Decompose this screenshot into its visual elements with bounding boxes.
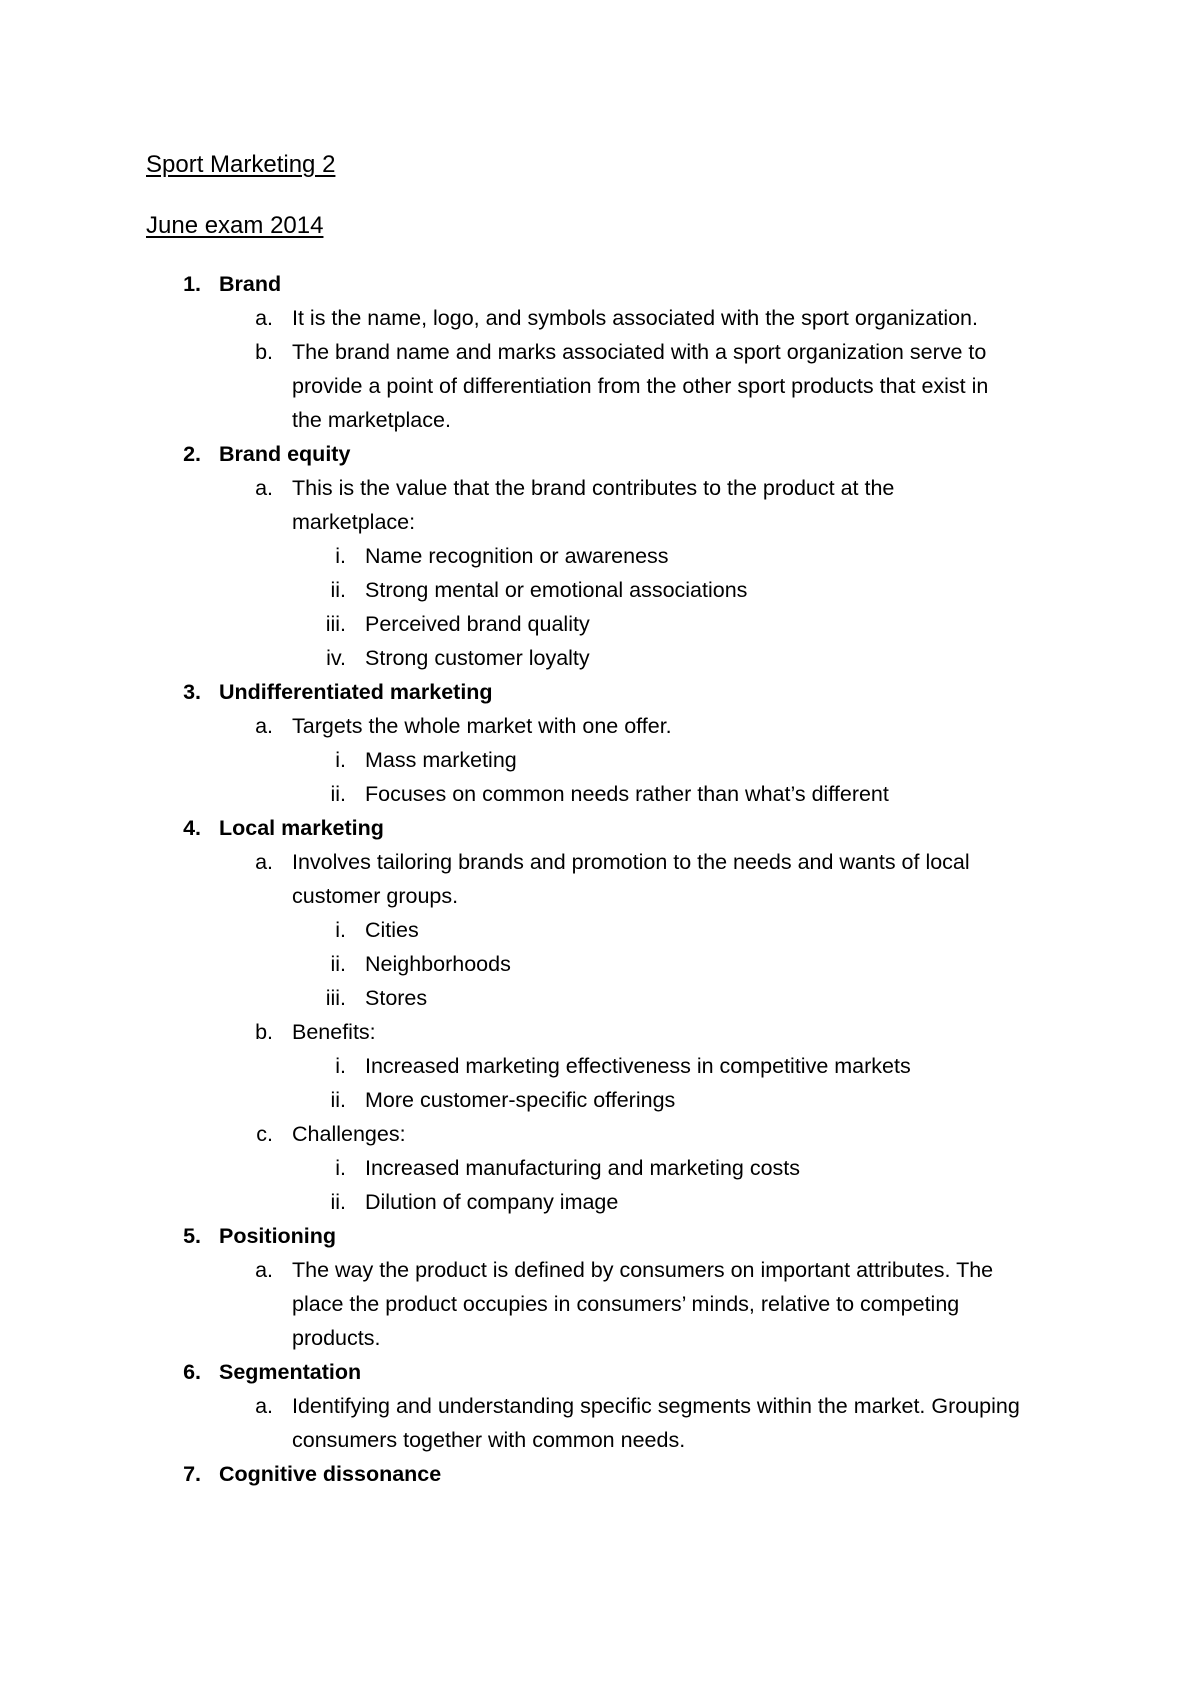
outline-item-text: Benefits:: [292, 1020, 376, 1044]
outline-item: [0, 1389, 1200, 1423]
outline-item-continuation: customer groups.: [292, 884, 459, 908]
outline-item: [0, 1321, 1200, 1355]
outline-item: [0, 1049, 1200, 1083]
outline-item-text: Strong mental or emotional associations: [365, 578, 748, 602]
outline-item-marker: 3.: [183, 680, 201, 704]
outline-item: [0, 1185, 1200, 1219]
outline-item-marker: ii.: [330, 782, 346, 806]
outline-item: [0, 1423, 1200, 1457]
outline-item: [0, 369, 1200, 403]
outline-item: [0, 301, 1200, 335]
outline-item-text: It is the name, logo, and symbols associated with the sport organization.: [292, 306, 978, 330]
outline-item-marker: a.: [255, 714, 273, 738]
outline-item-marker: 5.: [183, 1224, 201, 1248]
outline-item-text: Brand equity: [219, 442, 351, 466]
outline-item-marker: a.: [255, 306, 273, 330]
outline-item: [0, 1287, 1200, 1321]
outline-item-marker: a.: [255, 1258, 273, 1282]
outline-item-text: Undifferentiated marketing: [219, 680, 493, 704]
outline-item-text: Neighborhoods: [365, 952, 511, 976]
outline-item: [0, 675, 1200, 709]
outline-item-marker: b.: [255, 1020, 273, 1044]
outline-item-text: Strong customer loyalty: [365, 646, 590, 670]
outline-item-text: Focuses on common needs rather than what’s different: [365, 782, 889, 806]
outline-item-marker: 1.: [183, 272, 201, 296]
outline-item: [0, 1219, 1200, 1253]
outline-item-marker: ii.: [330, 952, 346, 976]
outline-item: [0, 573, 1200, 607]
outline-item-marker: iii.: [325, 986, 346, 1010]
outline-item-continuation: provide a point of differentiation from the other sport products that exist in: [292, 374, 989, 398]
outline-item-text: Targets the whole market with one offer.: [292, 714, 672, 738]
outline-item-marker: i.: [335, 1054, 346, 1078]
outline-item: [0, 335, 1200, 369]
outline-item-text: This is the value that the brand contributes to the product at the: [292, 476, 895, 500]
outline-item-text: Brand: [219, 272, 282, 296]
outline-item-marker: iv.: [326, 646, 346, 670]
outline-item: [0, 471, 1200, 505]
outline-item: [0, 539, 1200, 573]
outline-item-text: Cognitive dissonance: [219, 1462, 442, 1486]
outline-item: [0, 709, 1200, 743]
outline-item-text: Increased manufacturing and marketing costs: [365, 1156, 801, 1180]
outline-item-text: Dilution of company image: [365, 1190, 619, 1214]
outline-item-marker: b.: [255, 340, 273, 364]
document-subtitle: June exam 2014: [146, 212, 324, 239]
outline-item: [0, 947, 1200, 981]
outline-item-text: Segmentation: [219, 1360, 362, 1384]
outline-item-continuation: marketplace:: [292, 510, 416, 534]
outline-item-text: Increased marketing effectiveness in competitive markets: [365, 1054, 911, 1078]
outline-item-marker: 4.: [183, 816, 201, 840]
outline-item-text: More customer-specific offerings: [365, 1088, 676, 1112]
outline-item-marker: c.: [256, 1122, 273, 1146]
outline-item-text: Local marketing: [219, 816, 384, 840]
outline-item: [0, 1083, 1200, 1117]
outline-item-marker: ii.: [330, 1088, 346, 1112]
outline-item-marker: i.: [335, 544, 346, 568]
outline-item-text: Mass marketing: [365, 748, 517, 772]
outline-item: [0, 505, 1200, 539]
outline-item: [0, 913, 1200, 947]
outline-item: [0, 267, 1200, 301]
outline-item-text: Perceived brand quality: [365, 612, 590, 636]
outline-item-marker: 2.: [183, 442, 201, 466]
outline-item-marker: ii.: [330, 578, 346, 602]
outline-list: [0, 267, 1200, 1491]
outline-item: [0, 1253, 1200, 1287]
outline-item: [0, 607, 1200, 641]
outline-item: [0, 981, 1200, 1015]
outline-item: [0, 1151, 1200, 1185]
outline-item: [0, 879, 1200, 913]
outline-item: [0, 1117, 1200, 1151]
outline-item-text: The brand name and marks associated with a sport organization serve to: [292, 340, 987, 364]
outline-item-text: Cities: [365, 918, 419, 942]
outline-item-text: Challenges:: [292, 1122, 406, 1146]
outline-item: [0, 641, 1200, 675]
outline-item: [0, 1457, 1200, 1491]
outline-item-text: Positioning: [219, 1224, 337, 1248]
outline-item-marker: iii.: [325, 612, 346, 636]
outline-item: [0, 437, 1200, 471]
outline-item-marker: 7.: [183, 1462, 201, 1486]
outline-item: [0, 811, 1200, 845]
outline-item-continuation: place the product occupies in consumers’ minds, relative to competing: [292, 1292, 960, 1316]
outline-item: [0, 845, 1200, 879]
outline-item-marker: i.: [335, 918, 346, 942]
outline-item-text: The way the product is defined by consumers on important attributes. The: [292, 1258, 994, 1282]
outline-item-continuation: products.: [292, 1326, 381, 1350]
outline-item-continuation: consumers together with common needs.: [292, 1428, 686, 1452]
outline-item: [0, 743, 1200, 777]
outline-item-marker: a.: [255, 476, 273, 500]
outline-item-text: Name recognition or awareness: [365, 544, 669, 568]
outline-item-text: Involves tailoring brands and promotion to the needs and wants of local: [292, 850, 970, 874]
outline-item-marker: a.: [255, 1394, 273, 1418]
outline-item-marker: a.: [255, 850, 273, 874]
outline-item: [0, 1015, 1200, 1049]
outline-item-marker: 6.: [183, 1360, 201, 1384]
outline-item-marker: i.: [335, 1156, 346, 1180]
outline-item-text: Identifying and understanding specific segments within the market. Grouping: [292, 1394, 1020, 1418]
outline-item-text: Stores: [365, 986, 428, 1010]
outline-item: [0, 403, 1200, 437]
document-title: Sport Marketing 2: [146, 151, 336, 178]
outline-item: [0, 777, 1200, 811]
outline-item-marker: ii.: [330, 1190, 346, 1214]
outline-item-marker: i.: [335, 748, 346, 772]
outline-item-continuation: the marketplace.: [292, 408, 451, 432]
outline-item: [0, 1355, 1200, 1389]
